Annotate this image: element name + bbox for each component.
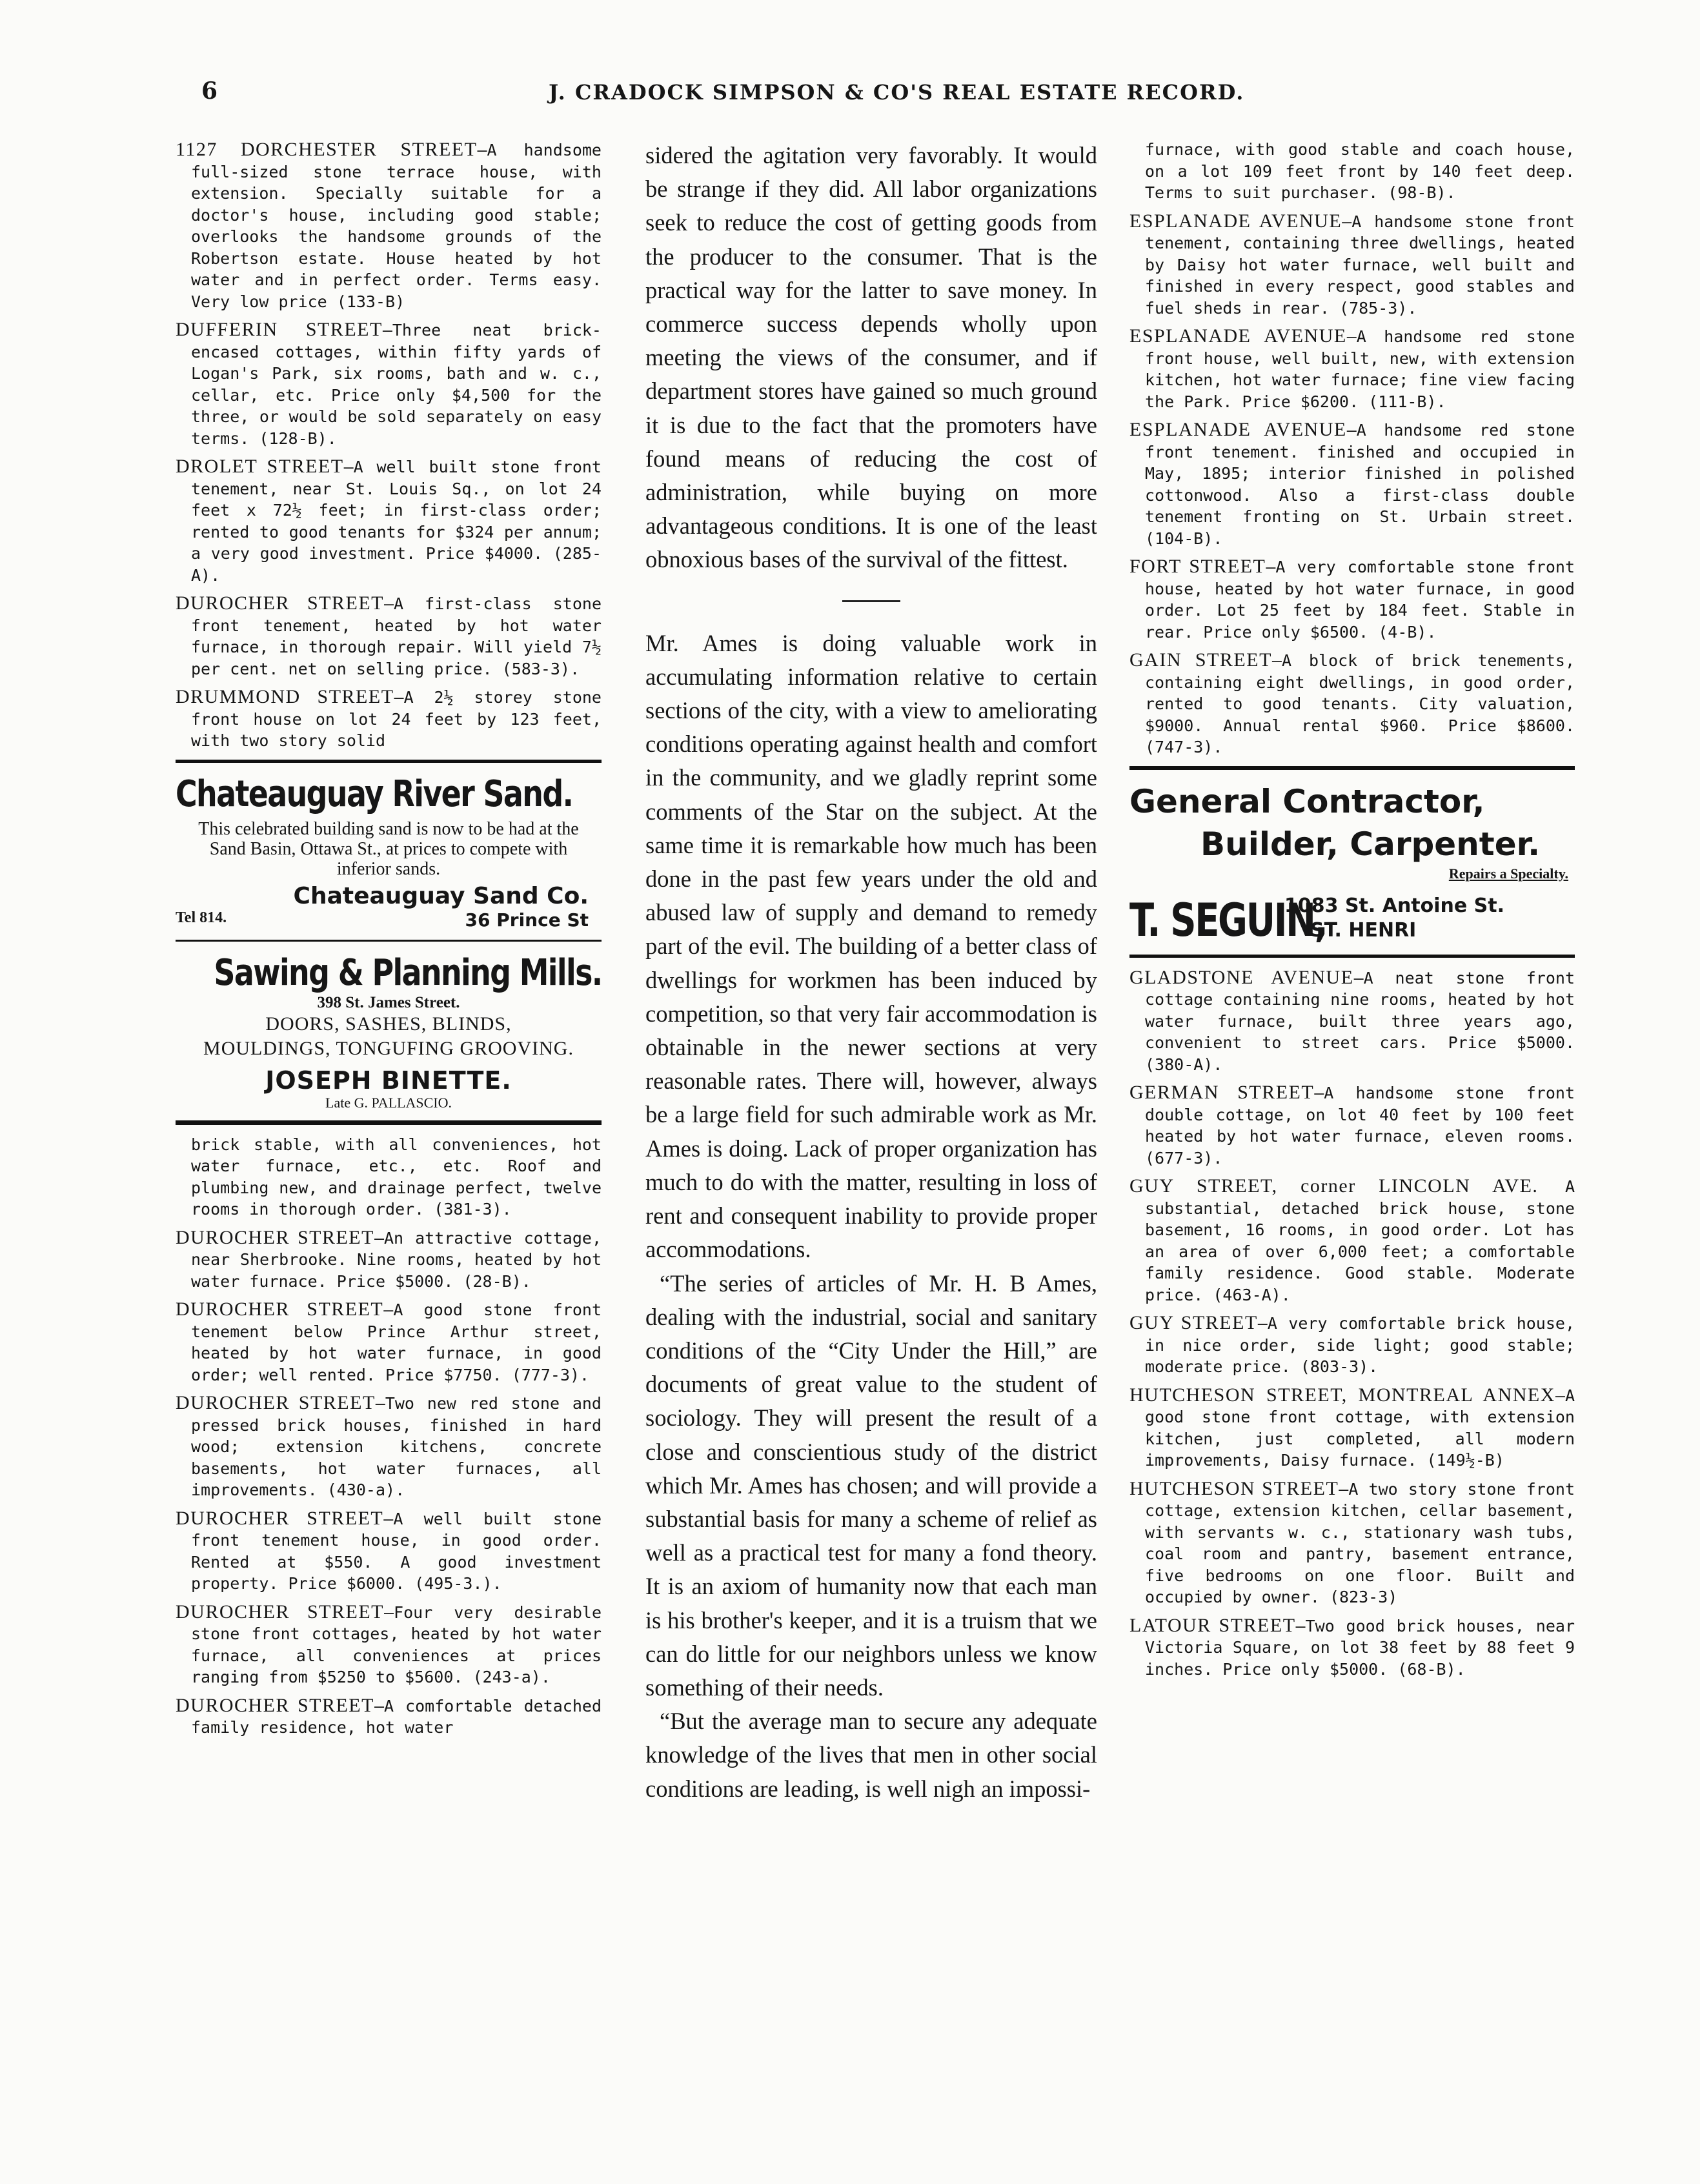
listing-street: GUY STREET, corner LINCOLN AVE. [1129,1175,1539,1197]
divider [1129,955,1575,958]
divider [176,1120,602,1125]
listing-item [1129,210,1575,319]
listing-item [1129,325,1575,412]
ad-general-contractor [1129,766,1575,947]
page-number: 6 [201,77,218,105]
listings-col1-top [176,139,602,752]
listing-text: —Two good brick houses, near Victoria Square, on lot 38 feet by 88 feet 9 inches. Price only $5000. (68-B). [1145,1616,1575,1679]
listing-item [1129,139,1575,204]
ad-planning-mills [176,940,602,1111]
ad-contractor-line2: Builder, Carpenter. [1200,825,1541,863]
listing-text: —A good stone front cottage, with extension kitchen, just completed, all modern improvements, Daisy furnace. (149½-B) [1145,1386,1575,1470]
listing-item [176,456,602,586]
listing-street: DRUMMOND STREET [176,686,394,707]
listing-text: —Two new red stone and pressed brick houses, finished in hard wood; extension kitchens, concrete basements, hot water furnaces, all improvements. (430-a). [191,1394,602,1499]
listing-text: —Three neat brick-encased cottages, within fifty yards of Logan's Park, six rooms, bath and w. c., cellar, etc. Price only $4,500 for the three, or would be sold separately on easy terms. (128-B). [191,321,602,448]
listing-text: —A very comfortable stone front house, heated by hot water furnace, in good order. Lot 25 feet by 184 feet. Stable in rear. Price only $6500. (4-B). [1145,558,1575,642]
listing-street: ESPLANADE AVENUE [1129,210,1342,232]
article-paragraph-1: sidered the agitation very favorably. It would be strange if they did. All labor organizations seek to reduce the cost of getting goods from the producer to the consumer. That is the practical way for the latter to save money. In commerce success depends wholly upon meeting the views of the consumer, and if department stores have gained so much ground it is due to the fact that the promoters have found means of reducing the cost of administration, while buying on more advantageous conditions. It is one of the least obnoxious bases of the survival of the fittest. [645,142,1097,573]
listing-street: LATOUR STREET [1129,1614,1296,1636]
ad-mills-line2: MOULDINGS, TONGUFING GROOVING. [203,1037,574,1059]
listing-item [1129,967,1575,1076]
listing-text: —An attractive cottage, near Sherbrooke. Nine rooms, heated by hot water furnace. Price $5000. (28-B). [191,1228,602,1291]
listing-street: GUY STREET [1129,1312,1258,1333]
listing-text: brick stable, with all conveniences, hot water furnace, etc., etc. Roof and plumbing new, and drainage perfect, twelve rooms in thorough order. (381-3). [191,1135,602,1218]
article-paragraph-3: “The series of articles of Mr. H. B Ames, dealing with the industrial, social and sanitary conditions of the “City Under the Hill,” are documents of great value to the student of sociology. They will present the result of a close and conscientious study of the district which Mr. Ames has chosen; and will provide a substantial basis for many a scheme of relief as well as a practical test for many a fond theory. It is an axiom of humanity now that each man is his brother's keeper, and it is a truism that we can do little for our neighbors unless we know something of their needs. [645,1269,1097,1701]
listing-street: FORT STREET [1129,556,1266,577]
listing-text: —A 2½ storey stone front house on lot 24 feet by 123 feet, with two story solid [191,688,602,750]
listing-item [176,1299,602,1386]
listing-text: —A first-class stone front tenement, heated by hot water furnace, in thorough repair. Will yield 7½ per cent. net on selling price. (583-3). [191,594,602,678]
ad-mills-name: JOSEPH BINETTE. [265,1066,512,1095]
listings-col3-bottom [1129,967,1575,1681]
listing-street: DUROCHER STREET [176,1601,384,1623]
listing-street: GERMAN STREET [1129,1082,1315,1103]
listing-item [1129,1175,1575,1306]
ad-sand-tel: Tel 814. [176,909,227,926]
ad-sand-title: Chateauguay River Sand. [176,773,573,815]
listing-item [176,1601,602,1688]
ad-mills-late: Late G. PALLASCIO. [325,1094,452,1111]
ad-sand-contact-row [176,909,602,931]
listing-item [1129,1478,1575,1608]
listing-street: DUROCHER STREET [176,1392,376,1413]
listing-text: —A handsome red stone front tenement. finished and occupied in May, 1895; interior finished in polished cottonwood. Also a first-class double tenement fronting on St. Urbain street. (104-B). [1145,421,1575,548]
listing-item [1129,649,1575,758]
listings-col1-bottom [176,1134,602,1739]
listing-text: furnace, with good stable and coach house, on a lot 109 feet front by 140 feet deep. Terms to suit purchaser. (98-B). [1145,140,1575,202]
listing-item [176,686,602,752]
ad-contractor-specialty: Repairs a Specialty. [1448,865,1568,882]
running-head: J. CRADOCK SIMPSON & CO'S REAL ESTATE RECORD. [549,80,1245,105]
listing-text: —A block of brick tenements, containing eight dwellings, in good order, rented to good tenants. City valuation, $9000. Annual rental $960. Price $8600. (747-3). [1145,651,1575,756]
listing-item [176,1134,602,1220]
listing-text: —Four very desirable stone front cottages, heated by hot water furnace, all conveniences at prices ranging from $5250 to $5600. (243-a). [191,1603,602,1686]
listing-street: ESPLANADE AVENUE [1129,419,1347,440]
ad-contractor-line1: General Contractor, [1129,782,1485,820]
ad-contractor-name: T. SEGUIN, [1129,893,1327,947]
ad-chateauguay-sand [176,760,602,931]
listing-text: —A neat stone front cottage containing nine rooms, heated by hot water furnace, built three years ago, convenient to street cars. Price $5000. (380-A). [1145,968,1575,1074]
column-1 [176,139,602,1745]
listing-street: HUTCHESON STREET [1129,1477,1339,1499]
ad-mills-line1: DOORS, SASHES, BLINDS, [265,1013,512,1035]
listing-text: —A two story stone front cottage, extension kitchen, cellar basement, with servants w. c., stationary wash tubs, coal room and pantry, basement entrance, five bedrooms on one floor. Built and occupied by owner. (823-3) [1145,1479,1575,1606]
listing-street: DUROCHER STREET [176,1507,384,1529]
ad-mills-address: 398 St. James Street. [317,993,460,1011]
listing-item [1129,1384,1575,1471]
listing-street: DUROCHER STREET [176,1226,374,1248]
listing-street: GAIN STREET [1129,649,1272,671]
ad-sand-text: This celebrated building sand is now to be had at the Sand Basin, Ottawa St., at prices to compete with inferior sands. [198,818,579,879]
listing-text: —A good stone front tenement below Prince Arthur street, heated by hot water furnace, in good order; well rented. Price $7750. (777-3). [191,1300,602,1384]
listing-text: —A well built stone front tenement, near St. Louis Sq., on lot 24 feet x 72½ feet; in first-class order; rented to good tenants for $324 per annum; a very good investment. Price $4000. (285-A). [191,458,602,585]
listing-street: 1127 DORCHESTER STREET [176,139,478,160]
listing-item [176,1508,602,1595]
listing-text: A substantial, detached brick house, stone basement, 16 rooms, in good order. Lot has an area of over 6,000 feet; a comfortable family residence. Good stable. Moderate price. (463-A). [1145,1177,1575,1304]
column-3 [1129,139,1575,1686]
listing-item [176,592,602,680]
listing-street: DUROCHER STREET [176,1694,374,1716]
listing-street: DUROCHER STREET [176,592,384,614]
ad-sand-company: Chateauguay Sand Co. [293,882,589,909]
listing-street: ESPLANADE AVENUE [1129,325,1347,347]
listing-item [176,139,602,312]
listing-item [1129,556,1575,643]
listing-text: —A handsome stone front double cottage, on lot 40 feet by 100 feet heated by hot water furnace, eleven rooms. (677-3). [1145,1084,1575,1168]
listing-item [176,1392,602,1501]
listing-text: —A handsome full-sized stone terrace house, with extension. Specially suitable for a doctor's house, including good stable; overlooks the handsome grounds of the Robertson estate. House heated by hot water and in perfect order. Terms easy. Very low price (133-B) [191,141,602,311]
listings-col3-top [1129,139,1575,758]
listing-text: —A handsome red stone front house, well built, new, with extension kitchen, hot water furnace; fine view facing the Park. Price $6200. (111-B). [1145,327,1575,411]
listing-item [176,1695,602,1739]
section-rule [842,600,900,602]
listing-street: DROLET STREET [176,456,344,477]
listing-item [1129,1082,1575,1169]
ad-contractor-addr2: ST. HENRI [1310,918,1417,942]
listing-item [176,319,602,449]
article-paragraph-4: “But the average man to secure any adequate knowledge of the lives that men in other social conditions are leading, is well nigh an impossi- [645,1708,1097,1802]
listing-street: HUTCHESON STREET, MONTREAL ANNEX [1129,1384,1555,1406]
listing-item [1129,1615,1575,1681]
listing-item [176,1227,602,1293]
listing-item [1129,1312,1575,1378]
listing-text: —A handsome stone front tenement, containing three dwellings, heated by Daisy hot water furnace, well built and finished in every respect, good stables and fuel sheds in rear. (785-3). [1145,212,1575,318]
ad-contractor-addr1: 1083 St. Antoine St. [1284,894,1505,917]
listing-text: —A very comfortable brick house, in nice order, side light; good stable; moderate price. (803-3). [1145,1314,1575,1376]
listing-text: —A well built stone front tenement house, in good order. Rented at $550. A good investment property. Price $6000. (495-3.). [191,1509,602,1593]
column-2-article [645,139,1097,1806]
listing-text: —A comfortable detached family residence, hot water [191,1696,602,1737]
ad-sand-address: 36 Prince St [465,909,589,931]
ad-contractor-name-row [1129,894,1575,947]
article-paragraph-2: Mr. Ames is doing valuable work in accumulating information relative to certain sections of the city, with a view to ameliorating conditions operating against health and comfort in the community, and we gladly reprint some comments of the Star on the subject. At the same time it is remarkable how much has been done in the past few years under the old and abused law of supply and demand to remedy part of the evil. The building of a better class of dwellings for workmen has been induced by competition, so that very fair accommodation is obtainable in the newer sections at very reasonable rates. There will, however, always be a large field for such admirable work as Mr. Ames is doing. Lack of proper organization has much to do with the matter, resulting in loss of rent and consequent inability to provide proper accommodations. [645,629,1097,1263]
ad-mills-title: Sawing & Planning Mills. [214,951,602,994]
listing-street: DUFFERIN STREET [176,319,383,340]
listing-street: GLADSTONE AVENUE [1129,966,1354,988]
listing-street: DUROCHER STREET [176,1299,384,1320]
listing-item [1129,419,1575,549]
